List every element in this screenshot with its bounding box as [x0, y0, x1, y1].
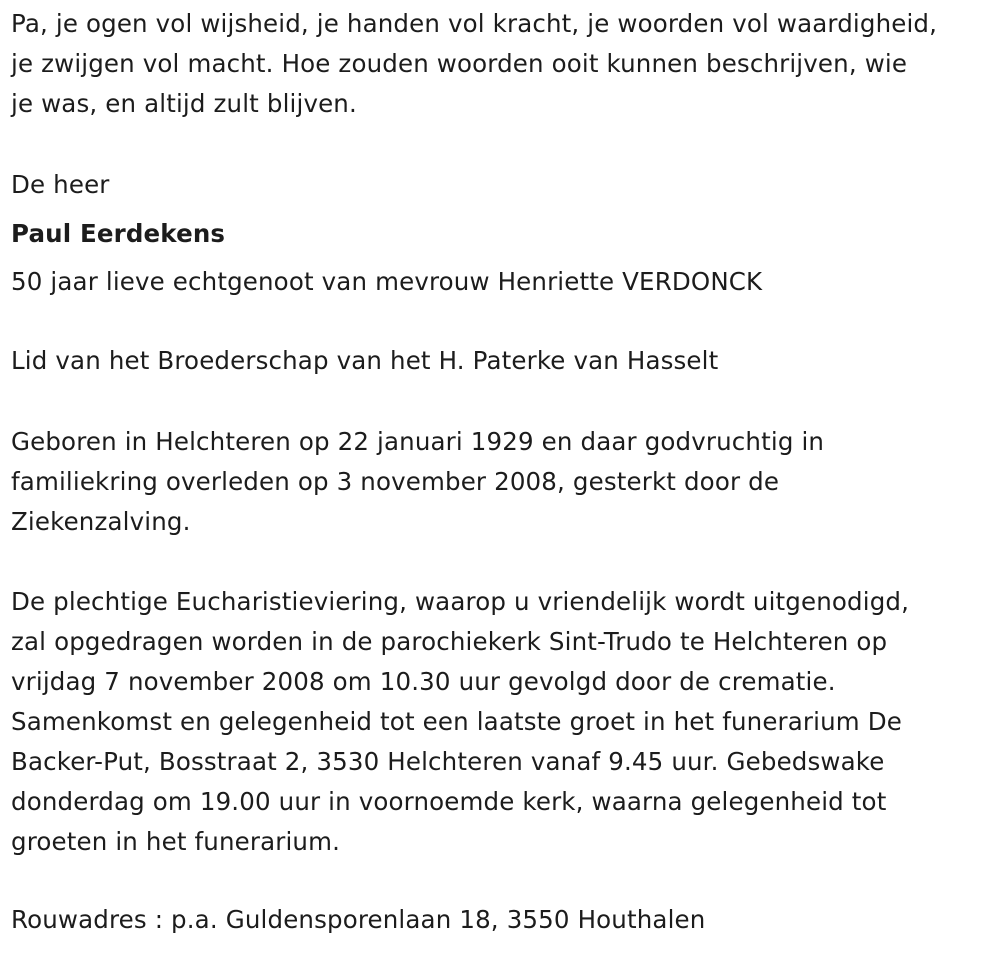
salutation: De heer — [11, 170, 110, 199]
birth-death-line: familiekring overleden op 3 november 2008, gesterkt door de — [11, 467, 780, 496]
ceremony-line: vrijdag 7 november 2008 om 10.30 uur gevolgd door de crematie. — [11, 667, 836, 696]
ceremony-paragraph — [11, 582, 996, 862]
ceremony-line: Backer-Put, Bosstraat 2, 3530 Helchteren vanaf 9.45 uur. Gebedswake — [11, 747, 885, 776]
poem-line: je zwijgen vol macht. Hoe zouden woorden ooit kunnen beschrijven, wie — [11, 49, 908, 78]
poem-paragraph — [11, 4, 996, 124]
ceremony-line: zal opgedragen worden in de parochiekerk Sint-Trudo te Helchteren op — [11, 627, 888, 656]
poem-line: je was, en altijd zult blijven. — [11, 89, 357, 118]
ceremony-line: groeten in het funerarium. — [11, 827, 341, 856]
ceremony-line: donderdag om 19.00 uur in voornoemde kerk, waarna gelegenheid tot — [11, 787, 887, 816]
deceased-name: Paul Eerdekens — [11, 219, 226, 248]
ceremony-line: De plechtige Eucharistieviering, waarop u vriendelijk wordt uitgenodigd, — [11, 587, 910, 616]
ceremony-line: Samenkomst en gelegenheid tot een laatste groet in het funerarium De — [11, 707, 902, 736]
address-line: Rouwadres : p.a. Guldensporenlaan 18, 3550 Houthalen — [11, 905, 706, 934]
poem-line: Pa, je ogen vol wijsheid, je handen vol kracht, je woorden vol waardigheid, — [11, 9, 938, 38]
birth-death-line: Geboren in Helchteren op 22 januari 1929 en daar godvruchtig in — [11, 427, 825, 456]
spouse-line: 50 jaar lieve echtgenoot van mevrouw Henriette VERDONCK — [11, 267, 763, 296]
membership-line: Lid van het Broederschap van het H. Paterke van Hasselt — [11, 346, 719, 375]
birth-death-paragraph — [11, 422, 996, 542]
birth-death-line: Ziekenzalving. — [11, 507, 191, 536]
